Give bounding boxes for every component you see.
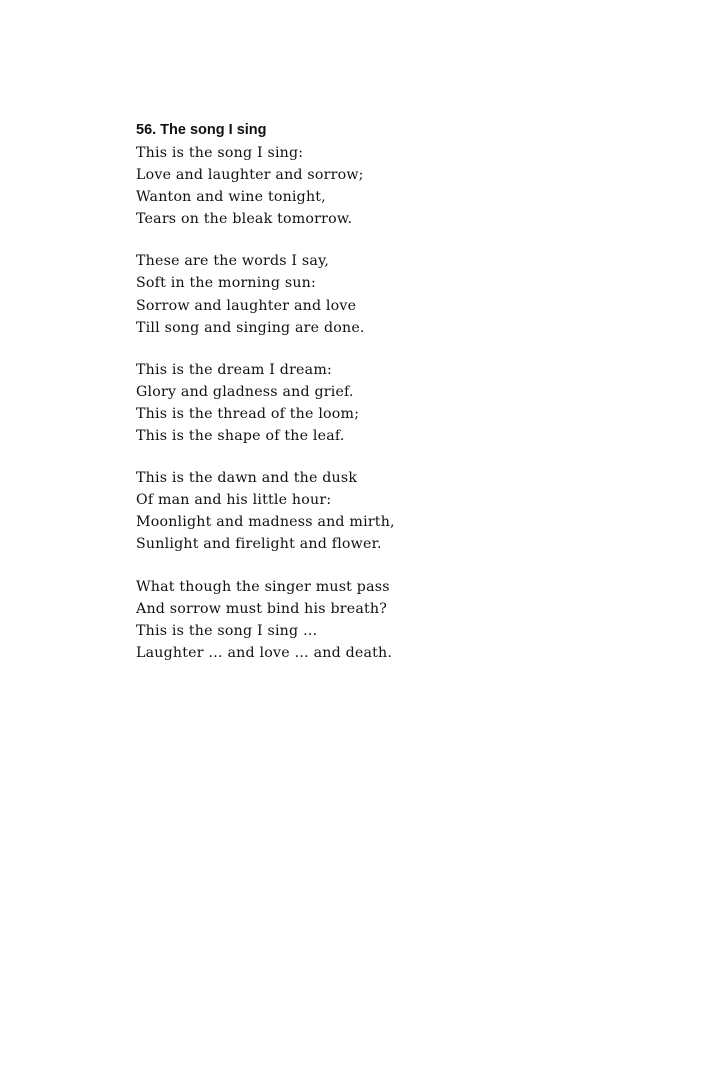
stanza-3 <box>136 359 656 447</box>
poem-line: This is the dawn and the dusk <box>136 470 358 487</box>
poem-line: This is the song I sing … <box>136 622 318 639</box>
stanza-2 <box>136 250 656 338</box>
poem-line: Sunlight and firelight and flower. <box>136 536 382 553</box>
poem-line: Till song and singing are done. <box>136 319 365 336</box>
stanza-5 <box>136 576 656 664</box>
poem-line: Of man and his little hour: <box>136 492 332 509</box>
poem-line: Glory and gladness and grief. <box>136 383 354 400</box>
poem-line: Tears on the bleak tomorrow. <box>136 211 353 228</box>
poem <box>136 121 656 684</box>
poem-line: And sorrow must bind his breath? <box>136 600 388 617</box>
poem-line: Laughter … and love … and death. <box>136 644 393 661</box>
poem-line: Sorrow and laughter and love <box>136 297 357 314</box>
stanza-4 <box>136 467 656 555</box>
poem-line: Wanton and wine tonight, <box>136 189 326 206</box>
poem-line: This is the dream I dream: <box>136 361 332 378</box>
poem-line: This is the song I sing: <box>136 145 304 161</box>
stanza-1 <box>136 142 656 230</box>
poem-line: Moonlight and madness and mirth, <box>136 514 395 531</box>
poem-line: This is the thread of the loom; <box>136 405 360 422</box>
poem-line: What though the singer must pass <box>136 578 390 595</box>
poem-line: Soft in the morning sun: <box>136 275 316 292</box>
poem-line: These are the words I say, <box>136 253 330 270</box>
poem-title: 56. The song I sing <box>136 122 267 138</box>
poem-line: Love and laughter and sorrow; <box>136 167 364 184</box>
poem-line: This is the shape of the leaf. <box>136 428 345 445</box>
